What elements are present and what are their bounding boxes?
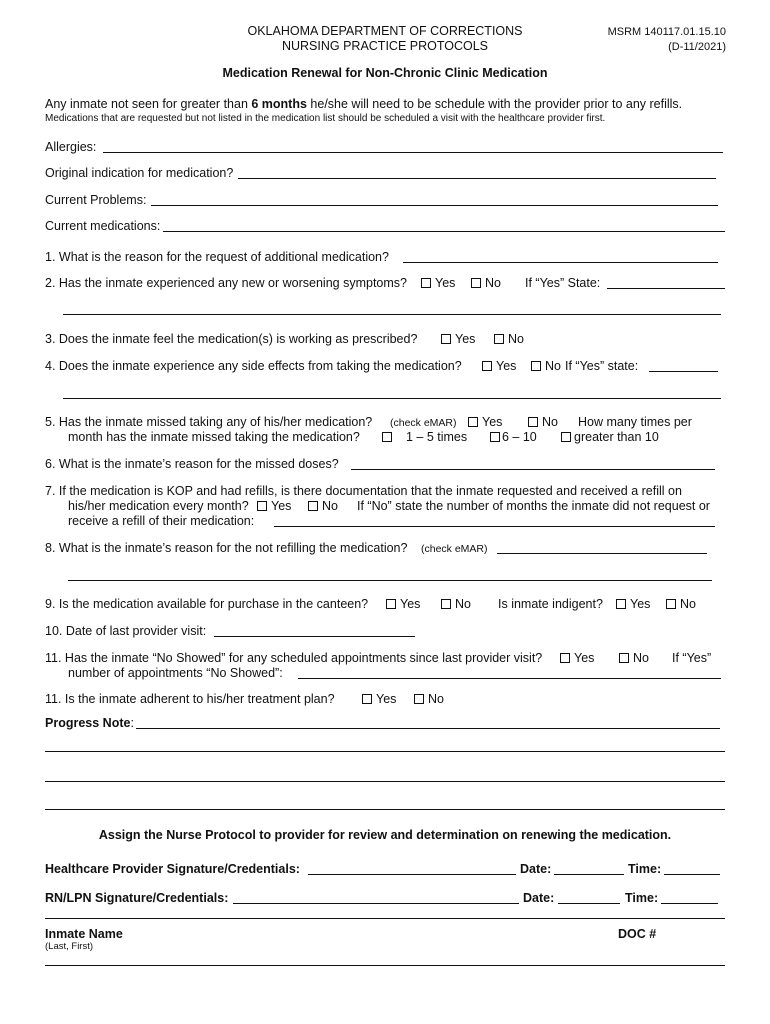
q5-option-1-5-label: 1 – 5 times [406, 430, 468, 444]
question-1: 1. What is the reason for the request of additional medication? [45, 250, 389, 264]
q9-indigent-yes-label: Yes [630, 597, 651, 611]
q2-state-field[interactable] [607, 288, 725, 289]
problems-label: Current Problems: [45, 193, 147, 207]
q9-yes-label: Yes [400, 597, 421, 611]
progress-note-title: Progress Note [45, 716, 131, 730]
checkbox-icon [308, 501, 318, 511]
rn-time-label: Time: [625, 891, 659, 905]
inmate-name-label: Inmate Name [45, 927, 123, 941]
question-1-field[interactable] [403, 262, 718, 263]
q5-option-gt10-label: greater than 10 [574, 430, 659, 444]
q9-indigent-no-option[interactable] [666, 597, 696, 611]
footer-bottom-rule [45, 965, 725, 966]
q4-yes-option[interactable] [482, 359, 516, 373]
provider-date-field[interactable] [554, 874, 624, 875]
checkbox-icon [386, 599, 396, 609]
provider-signature-field[interactable] [308, 874, 516, 875]
q7-yes-label: Yes [271, 499, 292, 513]
checkbox-icon [482, 361, 492, 371]
q7-yes-option[interactable] [257, 499, 291, 513]
q11a-yes-option[interactable] [560, 651, 594, 665]
q4-no-option[interactable] [531, 359, 561, 373]
question-11a: 11. Has the inmate “No Showed” for any scheduled appointments since last provider visit? [45, 651, 543, 665]
q11b-no-option[interactable] [414, 692, 444, 706]
allergies-label: Allergies: [45, 140, 97, 154]
intro-text-c: he/she will need to be schedule with the provider prior to any refills. [306, 97, 683, 111]
intro-text-a: Any inmate not seen for greater than [45, 97, 252, 111]
q5-option-gt10[interactable] [561, 430, 659, 444]
indication-label: Original indication for medication? [45, 166, 234, 180]
q7-no-option[interactable] [308, 499, 338, 513]
provider-time-label: Time: [628, 862, 662, 876]
q11a-if-label: If “Yes” [672, 651, 712, 665]
assign-instruction: Assign the Nurse Protocol to provider for review and determination on renewing the medication. [98, 828, 672, 842]
rn-signature-field[interactable] [233, 903, 519, 904]
q7-line3: receive a refill of their medication: [68, 514, 255, 528]
indication-field[interactable] [238, 178, 716, 179]
question-3: 3. Does the inmate feel the medication(s) is working as prescribed? [45, 332, 418, 346]
q5-check-emar: (check eMAR) [390, 417, 457, 429]
medications-field[interactable] [163, 231, 725, 232]
checkbox-icon [490, 432, 500, 442]
q5-no-option[interactable] [528, 415, 558, 429]
problems-field[interactable] [151, 205, 718, 206]
checkbox-icon [561, 432, 571, 442]
checkbox-icon [257, 501, 267, 511]
checkbox-icon [531, 361, 541, 371]
q4-state-field[interactable] [649, 371, 718, 372]
q2-yes-option[interactable] [421, 276, 455, 290]
question-6: 6. What is the inmate’s reason for the missed doses? [45, 457, 339, 471]
progress-note-line-3[interactable] [45, 781, 725, 782]
q7-state-label: If “No” state the number of months the inmate did not request or [357, 499, 710, 513]
q3-no-label: No [508, 332, 524, 346]
form-number: MSRM 140117.01.15.10 [607, 26, 726, 38]
q8-extra-field[interactable] [68, 580, 712, 581]
q7-no-label: No [322, 499, 338, 513]
question-8-field[interactable] [497, 553, 707, 554]
intro-line [45, 97, 682, 111]
q11a-line2: number of appointments “No Showed”: [68, 666, 283, 680]
revision-date: (D-11/2021) [668, 41, 726, 53]
progress-note-line-4[interactable] [45, 809, 725, 810]
q2-no-option[interactable] [471, 276, 501, 290]
q11b-yes-label: Yes [376, 692, 397, 706]
question-6-field[interactable] [351, 469, 715, 470]
question-7: 7. If the medication is KOP and had refills, is there documentation that the inmate requested and received a refill on [45, 484, 682, 498]
doc-number-label: DOC # [618, 927, 657, 941]
q4-no-label: No [545, 359, 561, 373]
q11b-no-label: No [428, 692, 444, 706]
q3-no-option[interactable] [494, 332, 524, 346]
provider-time-field[interactable] [664, 874, 720, 875]
progress-note-line-2[interactable] [45, 751, 725, 752]
q5-option-1-5[interactable] [382, 430, 467, 444]
checkbox-icon [441, 334, 451, 344]
q5-option-6-10-label: 6 – 10 [502, 430, 537, 444]
question-8: 8. What is the inmate’s reason for the not refilling the medication? [45, 541, 408, 555]
q9-yes-option[interactable] [386, 597, 420, 611]
checkbox-icon [616, 599, 626, 609]
q11a-no-option[interactable] [619, 651, 649, 665]
question-10-field[interactable] [214, 636, 415, 637]
q5-yes-option[interactable] [468, 415, 502, 429]
q5-option-6-10[interactable] [490, 430, 537, 444]
checkbox-icon [382, 432, 392, 442]
provider-signature-label: Healthcare Provider Signature/Credentials: [45, 862, 300, 876]
q2-state-label: If “Yes” State: [525, 276, 601, 290]
footer-top-rule [45, 918, 725, 919]
rn-date-field[interactable] [558, 903, 620, 904]
org-name: OKLAHOMA DEPARTMENT OF CORRECTIONS [247, 24, 523, 38]
q11a-yes-label: Yes [574, 651, 595, 665]
checkbox-icon [471, 278, 481, 288]
question-4: 4. Does the inmate experience any side effects from taking the medication? [45, 359, 462, 373]
checkbox-icon [528, 417, 538, 427]
q9-no-label: No [455, 597, 471, 611]
q7-line2: his/her medication every month? [68, 499, 249, 513]
q9-indigent-no-label: No [680, 597, 696, 611]
checkbox-icon [560, 653, 570, 663]
q2-extra-field[interactable] [63, 314, 721, 315]
provider-date-label: Date: [520, 862, 552, 876]
checkbox-icon [468, 417, 478, 427]
inmate-name-hint: (Last, First) [45, 941, 94, 952]
q2-no-label: No [485, 276, 501, 290]
progress-note-field[interactable] [136, 728, 720, 729]
q3-yes-option[interactable] [441, 332, 475, 346]
q9-no-option[interactable] [441, 597, 471, 611]
q2-yes-label: Yes [435, 276, 456, 290]
q4-extra-field[interactable] [63, 398, 721, 399]
intro-emphasis: 6 months [251, 97, 307, 111]
progress-note-label: Progress Note: [45, 716, 134, 730]
question-5: 5. Has the inmate missed taking any of his/her medication? [45, 415, 373, 429]
dept-name: NURSING PRACTICE PROTOCOLS [281, 39, 489, 53]
q5-line2: month has the inmate missed taking the medication? [68, 430, 360, 444]
q3-yes-label: Yes [455, 332, 476, 346]
question-10: 10. Date of last provider visit: [45, 624, 207, 638]
intro-note: Medications that are requested but not listed in the medication list should be scheduled a visit with the healthcare provider first. [45, 113, 606, 124]
checkbox-icon [666, 599, 676, 609]
question-2: 2. Has the inmate experienced any new or worsening symptoms? [45, 276, 407, 290]
q5-howmany-label: How many times per [578, 415, 692, 429]
q4-yes-label: Yes [496, 359, 517, 373]
checkbox-icon [619, 653, 629, 663]
checkbox-icon [494, 334, 504, 344]
question-11b: 11. Is the inmate adherent to his/her treatment plan? [45, 692, 335, 706]
question-9: 9. Is the medication available for purchase in the canteen? [45, 597, 369, 611]
rn-signature-label: RN/LPN Signature/Credentials: [45, 891, 229, 905]
checkbox-icon [441, 599, 451, 609]
medications-label: Current medications: [45, 219, 161, 233]
q5-yes-label: Yes [482, 415, 503, 429]
q9-indigent-yes-option[interactable] [616, 597, 650, 611]
q8-check-emar: (check eMAR) [421, 543, 488, 555]
checkbox-icon [414, 694, 424, 704]
q7-field[interactable] [274, 526, 715, 527]
rn-date-label: Date: [523, 891, 555, 905]
q5-no-label: No [542, 415, 558, 429]
q11a-field[interactable] [298, 678, 721, 679]
q11b-yes-option[interactable] [362, 692, 396, 706]
q4-state-label: If “Yes” state: [565, 359, 639, 373]
checkbox-icon [362, 694, 372, 704]
form-title: Medication Renewal for Non-Chronic Clinic Medication [222, 66, 548, 80]
allergies-field[interactable] [103, 152, 723, 153]
rn-time-field[interactable] [661, 903, 718, 904]
q11a-no-label: No [633, 651, 649, 665]
q9-indigent-label: Is inmate indigent? [498, 597, 603, 611]
checkbox-icon [421, 278, 431, 288]
